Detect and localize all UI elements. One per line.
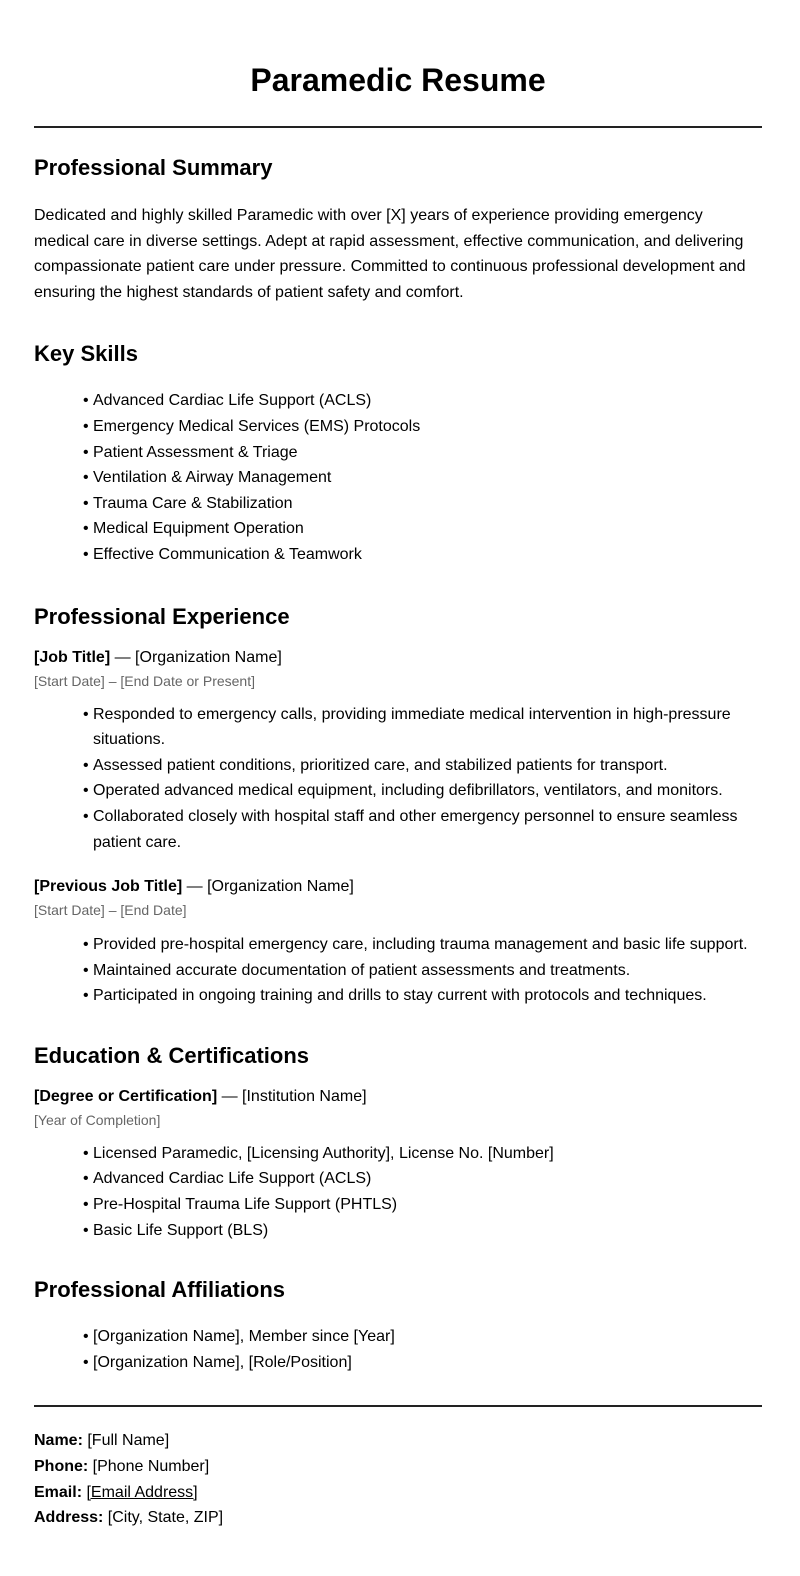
education-section — [34, 1043, 762, 1243]
affiliations-heading: Professional Affiliations — [34, 1277, 286, 1303]
list-item: • Pre-Hospital Trauma Life Support (PHTLS) — [83, 1192, 762, 1218]
skills-heading: Key Skills — [34, 341, 138, 367]
job-separator: — — [110, 648, 136, 666]
education-separator: — — [217, 1087, 243, 1105]
list-item: • Emergency Medical Services (EMS) Protocols — [83, 414, 762, 440]
phone-label: Phone: — [34, 1458, 89, 1476]
education-header — [34, 1087, 762, 1107]
email-label: Email: — [34, 1483, 83, 1501]
list-item: • Medical Equipment Operation — [83, 516, 762, 542]
contact-address — [34, 1505, 762, 1531]
name-label: Name: — [34, 1432, 83, 1450]
title-divider — [34, 126, 762, 128]
skills-list — [34, 388, 762, 567]
job-title: [Job Title] — [34, 648, 111, 666]
job-entry — [34, 877, 762, 1009]
list-item: • Provided pre-hospital emergency care, including trauma management and basic life support. — [83, 932, 762, 958]
certifications-list — [34, 1141, 762, 1243]
list-item: • Maintained accurate documentation of patient assessments and treatments. — [83, 958, 762, 984]
contact-phone — [34, 1454, 762, 1480]
summary-heading: Professional Summary — [34, 155, 273, 180]
summary-section — [34, 155, 762, 305]
job-separator: — — [182, 878, 208, 896]
list-item: • Advanced Cardiac Life Support (ACLS) — [83, 1166, 762, 1192]
education-entry — [34, 1087, 762, 1243]
list-item: • Basic Life Support (BLS) — [83, 1218, 762, 1244]
job-dates: [Start Date] – [End Date] — [34, 902, 187, 919]
list-item: • [Organization Name], Member since [Year] — [83, 1324, 762, 1350]
affiliations-section — [34, 1277, 762, 1375]
contact-divider — [34, 1405, 762, 1407]
list-item: • Assessed patient conditions, prioritized care, and stabilized patients for transport. — [83, 753, 762, 779]
phone-value: [Phone Number] — [88, 1458, 210, 1476]
job-entry — [34, 648, 762, 856]
list-item: • Advanced Cardiac Life Support (ACLS) — [83, 388, 762, 414]
job-organization: [Organization Name] — [207, 878, 354, 896]
list-item: • Ventilation & Airway Management — [83, 465, 762, 491]
experience-section — [34, 604, 762, 1009]
page-title: Paramedic Resume — [250, 62, 546, 98]
address-value: [City, State, ZIP] — [103, 1509, 224, 1527]
degree-title: [Degree or Certification] — [34, 1087, 218, 1105]
job-organization: [Organization Name] — [135, 648, 282, 666]
name-value: [Full Name] — [82, 1432, 170, 1450]
list-item: • Participated in ongoing training and drills to stay current with protocols and techniques. — [83, 983, 762, 1009]
job-dates: [Start Date] – [End Date or Present] — [34, 672, 255, 689]
list-item: • Trauma Care & Stabilization — [83, 491, 762, 517]
affiliations-list — [34, 1324, 762, 1375]
skills-section — [34, 341, 762, 567]
institution-name: [Institution Name] — [242, 1087, 367, 1105]
contact-name — [34, 1428, 762, 1454]
list-item: • Collaborated closely with hospital staff and other emergency personnel to ensure seamless patient care. — [83, 804, 762, 855]
job-title: [Previous Job Title] — [34, 878, 183, 896]
job-header — [34, 648, 762, 668]
contact-email — [34, 1480, 762, 1506]
email-link[interactable]: [Email Address] — [86, 1483, 198, 1501]
job-duties-list — [34, 932, 762, 1009]
completion-year: [Year of Completion] — [34, 1111, 161, 1128]
job-header — [34, 877, 762, 897]
summary-text: Dedicated and highly skilled Paramedic with over [X] years of experience providing emergency medical care in diverse settings. Adept at rapid assessment, effective communication, and delivering compassionate patient care under pressure. Committed to continuous professional development and ensuring the highest standards of patient safety and comfort. — [34, 207, 746, 301]
list-item: • Operated advanced medical equipment, including defibrillators, ventilators, and monitors. — [83, 778, 762, 804]
list-item: • Responded to emergency calls, providing immediate medical intervention in high-pressure situations. — [83, 702, 762, 753]
list-item: • [Organization Name], [Role/Position] — [83, 1350, 762, 1376]
list-item: • Effective Communication & Teamwork — [83, 542, 762, 568]
contact-section — [34, 1428, 762, 1530]
list-item: • Licensed Paramedic, [Licensing Authority], License No. [Number] — [83, 1141, 762, 1167]
job-duties-list — [34, 702, 762, 856]
list-item: • Patient Assessment & Triage — [83, 440, 762, 466]
address-label: Address: — [34, 1509, 104, 1527]
education-heading: Education & Certifications — [34, 1042, 310, 1068]
experience-heading: Professional Experience — [34, 603, 290, 629]
